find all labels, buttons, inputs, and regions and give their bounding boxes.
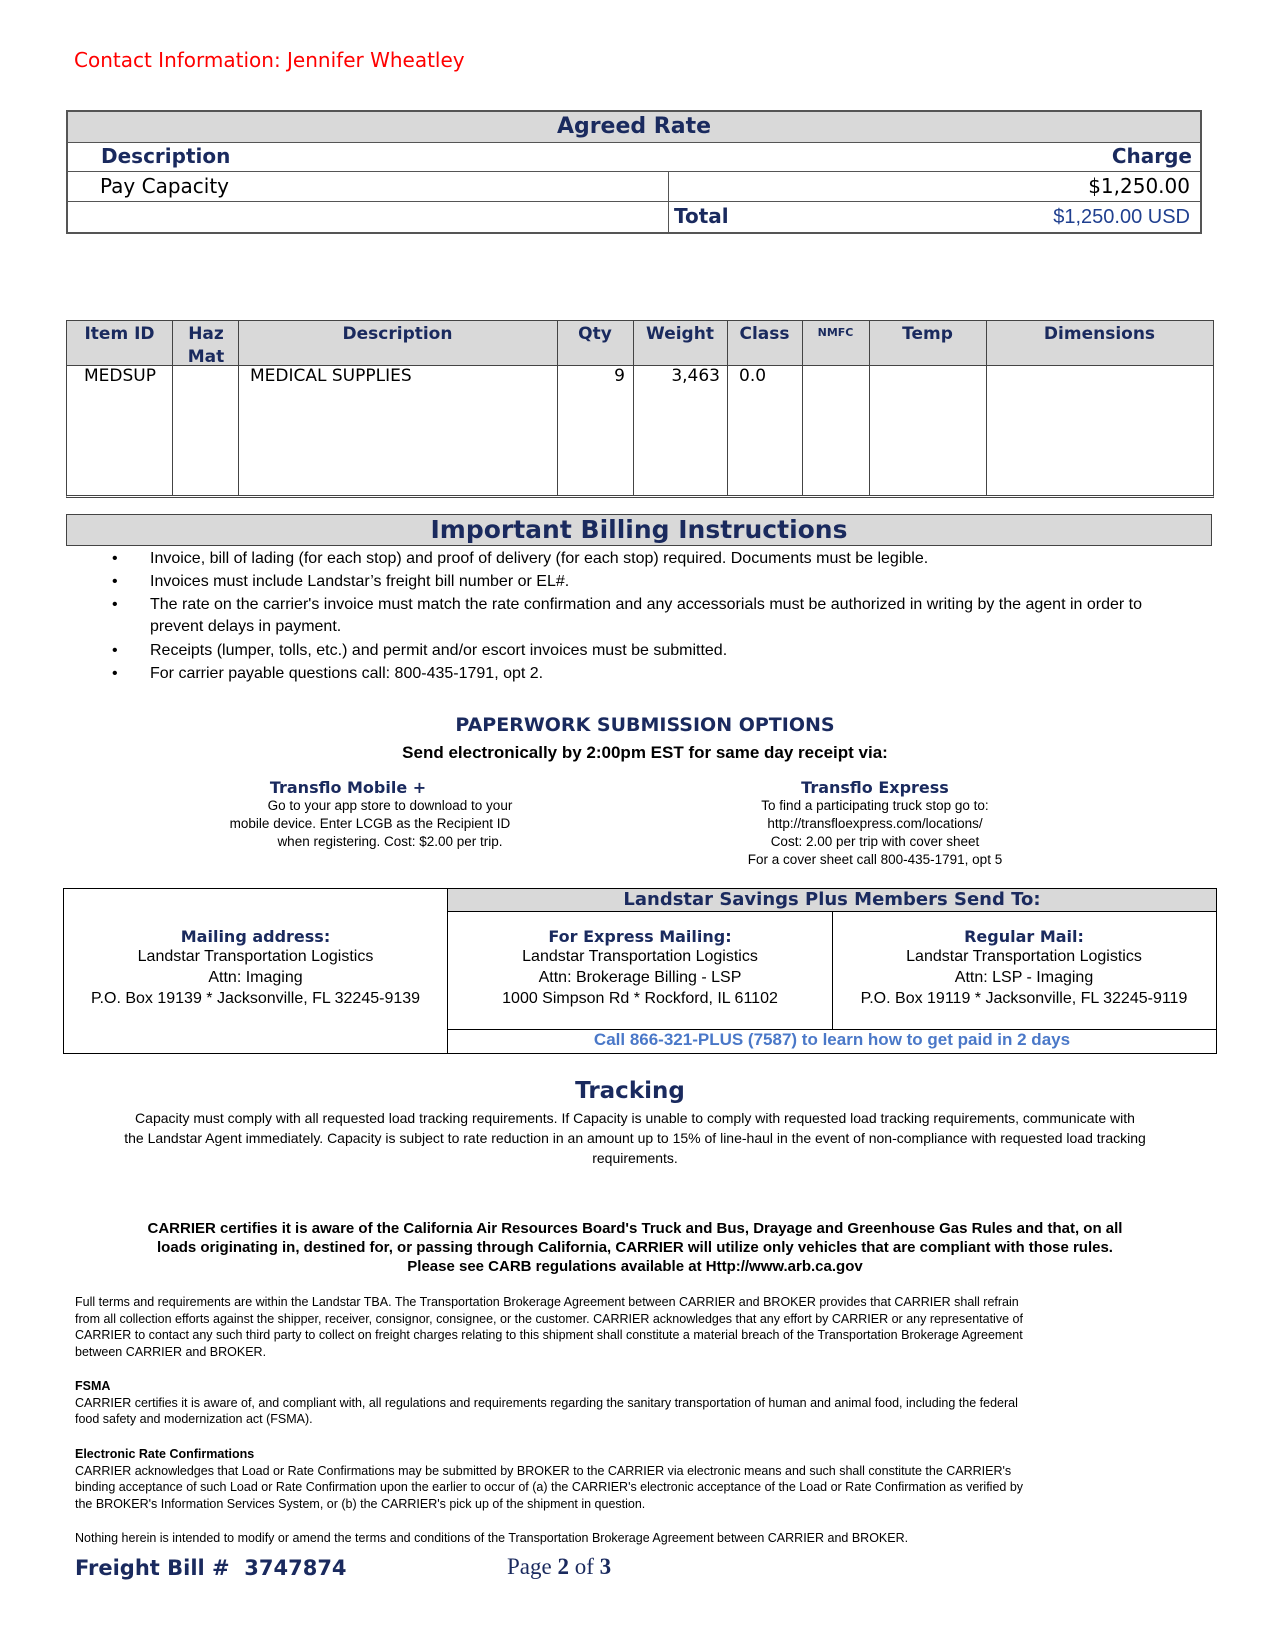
express-line: To find a participating truck stop go to: — [761, 798, 989, 813]
terms-line: CARRIER to contact any such third party to collect on freight charges relating to this shipment shall constitute a material breach of the Transportation Brokerage Agreement — [75, 1328, 1023, 1343]
express-line: http://transfloexpress.com/locations/ — [767, 816, 983, 831]
transflo-express-section — [700, 778, 1050, 797]
page-indicator — [507, 1554, 611, 1580]
express-line: Cost: 2.00 per trip with cover sheet — [770, 834, 980, 849]
page-total: 3 — [599, 1554, 612, 1579]
nothing-herein: Nothing herein is intended to modify or amend the terms and conditions of the Transportation Brokerage Agreement between CARRIER and BROKER. — [75, 1531, 909, 1545]
carb-line: Please see CARB regulations available at Http://www.arb.ca.gov — [407, 1258, 863, 1275]
rate-divider — [668, 172, 669, 201]
fsma-line: food safety and modernization act (FSMA). — [75, 1412, 313, 1427]
column-divider — [557, 321, 558, 495]
billing-instructions-title: Important Billing Instructions — [66, 514, 1212, 546]
regular-mail-line: Attn: LSP - Imaging — [954, 969, 1094, 986]
rate-divider — [668, 202, 669, 232]
cell-class: 0.0 — [739, 366, 767, 386]
landstar-mailing-box — [63, 888, 1217, 1054]
mailing-line: Attn: Imaging — [208, 969, 303, 986]
express-line: For a cover sheet call 800-435-1791, opt 5 — [747, 852, 1003, 867]
cell-qty: 9 — [614, 366, 625, 386]
cell-description: MEDICAL SUPPLIES — [250, 366, 412, 386]
header-qty: Qty — [578, 324, 612, 344]
cell-weight: 3,463 — [671, 366, 720, 386]
tracking-line: requirements. — [592, 1150, 678, 1166]
transflo-express-title: Transflo Express — [801, 778, 949, 797]
column-divider — [727, 321, 728, 495]
freight-bill-number: 3747874 — [244, 1556, 347, 1580]
express-mailing-line: 1000 Simpson Rd * Rockford, IL 61102 — [502, 990, 778, 1007]
charge-header: Charge — [1111, 144, 1192, 168]
savings-plus-call: Call 866-321-PLUS (7587) to learn how to get paid in 2 days — [593, 1030, 1071, 1049]
carb-line: loads originating in, destined for, or passing through California, CARRIER will utilize only vehicles that are compliant with those rules. — [157, 1239, 1113, 1256]
savings-plus-panel — [447, 889, 1216, 1053]
description-header: Description — [101, 144, 231, 168]
transflo-mobile-title: Transflo Mobile + — [269, 778, 427, 797]
express-mailing-title: For Express Mailing: — [548, 927, 732, 946]
transflo-express-text — [700, 797, 1050, 869]
savings-plus-title: Landstar Savings Plus Members Send To: — [448, 889, 1216, 912]
paperwork-title: PAPERWORK SUBMISSION OPTIONS — [455, 714, 835, 736]
cell-item-id: MEDSUP — [84, 366, 156, 386]
rate-item-row — [68, 172, 1200, 202]
bullet-dot: • — [112, 573, 118, 590]
mailing-address-title: Mailing address: — [180, 927, 331, 946]
erc-line: binding acceptance of such Load or Rate Confirmation upon the earlier to occur of (a) the CARRIER's electronic acceptance of the Load or Rate Confirmation as verified by — [75, 1480, 1024, 1495]
header-description: Description — [342, 324, 453, 344]
terms-line: between CARRIER and BROKER. — [75, 1344, 267, 1359]
tracking-line: the Landstar Agent immediately. Capacity is subject to rate reduction in an amount up to 15% of line-haul in the event of non-compliance with requested load tracking — [124, 1130, 1146, 1146]
tracking-text — [60, 1108, 1210, 1168]
contact-information: Contact Information: Jennifer Wheatley — [74, 48, 465, 72]
transflo-mobile-text — [190, 797, 550, 851]
fsma-title: FSMA — [75, 1379, 111, 1393]
page-of: of — [574, 1554, 594, 1579]
bullet-text: The rate on the carrier's invoice must match the rate confirmation and any accessorials must be authorized in writing by the agent in order to prevent delays in payment. — [150, 596, 1142, 635]
column-divider — [869, 321, 870, 495]
column-divider — [238, 321, 239, 495]
header-item-id: Item ID — [84, 324, 155, 344]
column-divider — [633, 321, 634, 495]
bullet-dot: • — [112, 550, 118, 567]
transflo-mobile-section — [188, 778, 508, 797]
header-temp: Temp — [902, 324, 953, 344]
tracking-title: Tracking — [575, 1078, 685, 1104]
bullet-dot: • — [112, 596, 118, 613]
rate-header-row — [68, 142, 1200, 172]
terms-line: from all collection efforts against the shipper, receiver, consignor, consignee, or the customer. CARRIER acknowledges that any effort by CARRIER or any representative of — [75, 1311, 1023, 1326]
agreed-rate-table — [66, 110, 1202, 234]
freight-bill — [75, 1556, 347, 1580]
erc-line: the BROKER's Information Services System, or (b) the CARRIER's pick up of the shipment in question. — [75, 1496, 646, 1511]
total-label: Total — [674, 204, 729, 228]
header-haz-mat: Haz Mat — [187, 324, 225, 367]
erc-title: Electronic Rate Confirmations — [75, 1447, 255, 1461]
express-mailing-line: Attn: Brokerage Billing - LSP — [538, 969, 742, 986]
rate-item-description: Pay Capacity — [100, 174, 230, 198]
fsma-line: CARRIER certifies it is aware of, and compliant with, all regulations and requirements regarding the sanitary transportation of human and animal food, including the federal — [75, 1395, 1018, 1410]
mailing-address-section — [64, 927, 447, 1009]
carb-line: CARRIER certifies it is aware of the California Air Resources Board's Truck and Bus, Drayage and Greenhouse Gas Rules and that, on all — [147, 1220, 1123, 1237]
fsma-section — [75, 1378, 1225, 1428]
erc-line: CARRIER acknowledges that Load or Rate Confirmations may be submitted by BROKER to the CARRIER via electronic means and such shall constitute the CARRIER's — [75, 1463, 1012, 1478]
regular-mail-line: P.O. Box 19119 * Jacksonville, FL 32245-9119 — [860, 990, 1188, 1007]
freight-bill-label: Freight Bill # — [75, 1556, 230, 1580]
regular-mail-section — [832, 927, 1216, 1009]
rate-total-row — [68, 202, 1200, 232]
regular-mail-title: Regular Mail: — [964, 927, 1084, 946]
tracking-line: Capacity must comply with all requested load tracking requirements. If Capacity is unable to comply with requested load tracking requirements, communicate with — [135, 1110, 1135, 1126]
total-value: $1,250.00 USD — [1053, 206, 1190, 228]
header-class: Class — [739, 324, 790, 344]
express-mailing-line: Landstar Transportation Logistics — [522, 948, 758, 965]
rate-item-charge: $1,250.00 — [1088, 174, 1190, 198]
items-table — [66, 320, 1214, 498]
savings-plus-addresses — [448, 911, 1216, 1030]
paperwork-subtitle: Send electronically by 2:00pm EST for same day receipt via: — [402, 743, 888, 762]
agreed-rate-title: Agreed Rate — [68, 112, 1200, 143]
bullet-text: Invoices must include Landstar’s freight bill number or EL#. — [150, 573, 570, 590]
column-divider — [802, 321, 803, 495]
mobile-line: mobile device. Enter LCGB as the Recipient ID — [229, 816, 511, 831]
bullet-text: Invoice, bill of lading (for each stop) and proof of delivery (for each stop) required. Documents must be legible. — [150, 550, 929, 567]
header-nmfc: NMFC — [817, 326, 854, 339]
bullet-dot: • — [112, 642, 118, 659]
terms-text — [75, 1294, 1225, 1360]
bullet-dot: • — [112, 665, 118, 682]
carb-statement — [60, 1219, 1210, 1276]
header-weight: Weight — [646, 324, 714, 344]
bullet-text: For carrier payable questions call: 800-435-1791, opt 2. — [150, 665, 544, 682]
mobile-line: when registering. Cost: $2.00 per trip. — [277, 834, 503, 849]
column-divider — [172, 321, 173, 495]
mobile-line: Go to your app store to download to your — [267, 798, 513, 813]
bullet-text: Receipts (lumper, tolls, etc.) and permit and/or escort invoices must be submitted. — [150, 642, 728, 659]
mailing-line: Landstar Transportation Logistics — [137, 948, 374, 965]
mailing-line: P.O. Box 19139 * Jacksonville, FL 32245-9139 — [90, 990, 421, 1007]
page-word: Page — [507, 1554, 552, 1579]
regular-mail-line: Landstar Transportation Logistics — [906, 948, 1142, 965]
page-number: 2 — [557, 1554, 569, 1579]
express-mailing-section — [448, 927, 832, 1009]
terms-line: Full terms and requirements are within the Landstar TBA. The Transportation Brokerage Agreement between CARRIER and BROKER provides that CARRIER shall refrain — [75, 1295, 1019, 1309]
column-divider — [986, 321, 987, 495]
erc-section — [75, 1446, 1225, 1512]
header-dimensions: Dimensions — [1043, 324, 1156, 344]
